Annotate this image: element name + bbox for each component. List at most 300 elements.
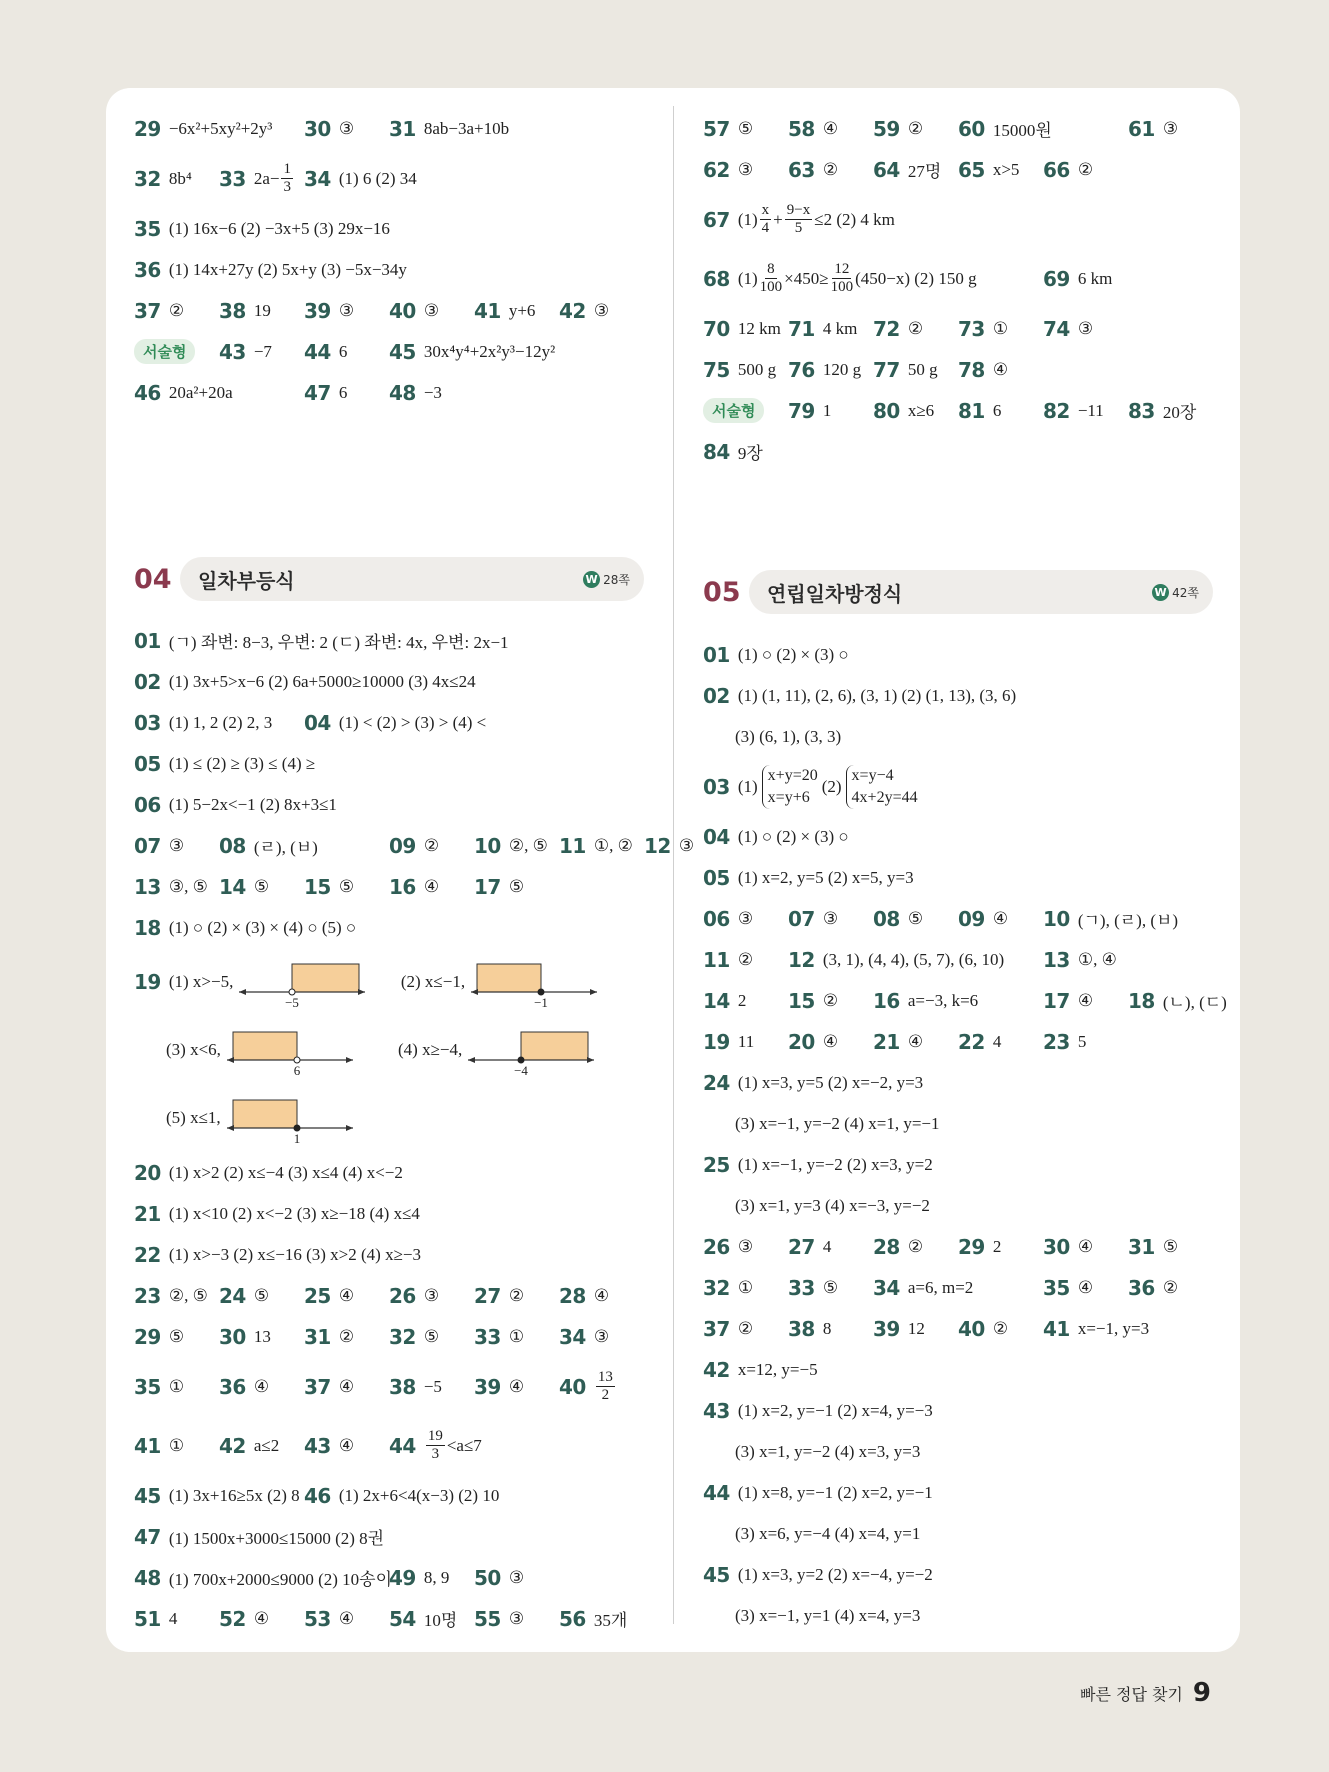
answer-item [873, 157, 958, 182]
answer-text: 6 km [1077, 268, 1113, 288]
answer-text: (1) ≤ (2) ≥ (3) ≤ (4) ≥ [168, 753, 316, 773]
answer [509, 301, 536, 321]
answer [169, 713, 272, 733]
question-number: 29 [134, 1324, 161, 1349]
number-line [469, 954, 599, 1010]
answer [823, 991, 838, 1011]
answer-text: ① [737, 1277, 754, 1297]
question-number: 36 [219, 1374, 246, 1399]
answer-row [134, 866, 654, 907]
answer-text: (1) ○ (2) × (3) ○ [737, 644, 849, 664]
answer-text: (ㄱ) 좌변: 8−3, 우변: 2 (ㄷ) 좌변: 4x, 우변: 2x−1 [168, 633, 509, 652]
answer-text: (1) x=3, y=2 (2) x=−4, y=−2 [737, 1564, 933, 1584]
question-number: 19 [703, 1029, 730, 1054]
fraction [596, 1369, 615, 1404]
question-number: 31 [1128, 1234, 1155, 1259]
question-number: 77 [873, 357, 900, 382]
answer [339, 169, 417, 189]
question-number: 26 [703, 1234, 730, 1259]
answer [509, 1377, 524, 1397]
answer [1163, 119, 1178, 139]
question-number: 08 [219, 833, 246, 858]
answer-text: ⑤ [907, 908, 924, 928]
answer-item [474, 1566, 559, 1590]
answer-row [703, 431, 1223, 472]
question-number: 31 [389, 116, 416, 141]
answer [1078, 991, 1093, 1011]
answer-text: 4 [822, 1236, 832, 1256]
question-number: 15 [304, 874, 331, 899]
answer-text: ③, ⑤ [168, 876, 208, 896]
answer-item [958, 116, 1128, 141]
answer [169, 1245, 421, 1265]
question-number: 38 [389, 1374, 416, 1399]
answer [1078, 1032, 1087, 1052]
answer-item [304, 1434, 389, 1458]
answer [169, 301, 184, 321]
question-number: 17 [474, 874, 501, 899]
answer [738, 160, 753, 180]
answer [424, 342, 555, 362]
question-number: 70 [703, 316, 730, 341]
answer-text: ② [1077, 159, 1094, 179]
question-number: 06 [134, 792, 161, 817]
answer-item [134, 117, 304, 141]
answer [823, 119, 838, 139]
question-number: 38 [219, 298, 246, 323]
answer [169, 877, 208, 897]
number-line [237, 954, 367, 1010]
question-number: 84 [703, 439, 730, 464]
answer-item [304, 1325, 389, 1349]
answer-text: <a≤7 [446, 1435, 482, 1455]
answer-item [134, 628, 509, 653]
answer-text: ④ [253, 1608, 270, 1628]
answer-row [703, 898, 1223, 939]
answer [738, 909, 753, 929]
answer-text: ③ [1162, 118, 1179, 138]
inequality-label: (1) x>−5, [168, 972, 234, 991]
answer-row [134, 1416, 654, 1475]
answer [908, 401, 934, 421]
page-reference[interactable] [1152, 584, 1199, 601]
answer-item [304, 875, 389, 899]
answer-item [958, 1030, 1043, 1054]
answer [424, 383, 442, 403]
question-number: 13 [134, 874, 161, 899]
answer [738, 950, 753, 970]
answer-item [304, 1607, 389, 1631]
answer [169, 1436, 184, 1456]
answer-row [134, 108, 654, 149]
number-line [466, 1022, 596, 1078]
answer-text: (1) 14x+27y (2) 5x+y (3) −5x−34y [168, 259, 407, 279]
answer-text: ④ [822, 118, 839, 138]
answer-item [134, 1243, 421, 1267]
answer-item [134, 752, 315, 776]
answer-row [703, 249, 1223, 308]
question-number: 42 [219, 1433, 246, 1458]
answer-row-continued [134, 1084, 654, 1152]
question-number: 03 [134, 710, 161, 735]
answer-row [134, 1152, 654, 1193]
answer-text: −6x²+5xy²+2y³ [168, 118, 273, 138]
question-number: 14 [219, 874, 246, 899]
answer-text: ⑤ [168, 1326, 185, 1346]
question-number: 22 [134, 1242, 161, 1267]
answer-row [703, 190, 1223, 249]
answer-row [134, 1475, 654, 1516]
question-number: 48 [134, 1565, 161, 1590]
answer-text: (ㄱ), (ㄹ), (ㅂ) [1077, 911, 1179, 930]
answer-item [134, 1202, 420, 1226]
answer-item [703, 1317, 788, 1341]
answer-item [559, 1369, 644, 1404]
answer-item [134, 954, 633, 1010]
section-ch04 [134, 620, 695, 1639]
answer [738, 1565, 933, 1585]
answer-row [134, 620, 654, 661]
question-number: 45 [703, 1562, 730, 1587]
question-number: 44 [304, 339, 331, 364]
answer-item [559, 1284, 644, 1308]
answer-text: 19 [253, 300, 271, 320]
answer [908, 319, 923, 339]
answer-item [873, 1317, 958, 1341]
answer-text: a=6, m=2 [907, 1277, 974, 1297]
answer-text: ③ [423, 300, 440, 320]
question-number: 47 [304, 380, 331, 405]
answer [509, 1327, 524, 1347]
question-number: 18 [1128, 988, 1155, 1013]
answer-text: 500 g [737, 359, 777, 379]
answer-text: −3 [423, 382, 442, 402]
answer-row [703, 108, 1223, 149]
answer [823, 1278, 838, 1298]
answer-item [389, 117, 559, 141]
question-number: 40 [559, 1374, 586, 1399]
question-number: 69 [1043, 266, 1070, 291]
answer [254, 161, 295, 196]
answer [254, 833, 318, 858]
question-number: 16 [389, 874, 416, 899]
answer-text: (1) x>2 (2) x≤−4 (3) x≤4 (4) x<−2 [168, 1162, 403, 1182]
equation: x=y−4 [851, 766, 894, 784]
answer-text: 6 [338, 341, 348, 361]
answer-text: ③ [737, 908, 754, 928]
answer-row [134, 290, 654, 331]
answer-item [703, 1399, 933, 1423]
chapter-number: 05 [703, 576, 741, 608]
answer [169, 1204, 420, 1224]
answer-text: 35개 [593, 1611, 628, 1630]
answer [738, 202, 895, 237]
answer [339, 119, 354, 139]
answer-item [958, 358, 1043, 382]
answer-item [134, 217, 390, 241]
answer-text: (1) x>−3 (2) x≤−16 (3) x>2 (4) x≥−3 [168, 1244, 421, 1264]
answer-item [703, 1358, 818, 1382]
badge-item [134, 339, 219, 364]
fraction [831, 261, 854, 296]
number-line-answer [166, 1022, 398, 1078]
answer-item [788, 117, 873, 141]
answer [738, 1360, 818, 1380]
answer-item [474, 1607, 559, 1631]
answer-text: 4 [168, 1608, 178, 1628]
answer-text: 10명 [423, 1611, 458, 1630]
answer [424, 301, 439, 321]
answer [169, 1524, 384, 1549]
answer [169, 1286, 208, 1306]
answer-item [873, 399, 958, 423]
question-number: 52 [219, 1606, 246, 1631]
number-line [225, 1022, 355, 1078]
essay-type-badge: 서술형 [134, 339, 195, 364]
answer [339, 342, 348, 362]
answer [738, 261, 977, 296]
answer-text: (1) x=2, y=−1 (2) x=4, y=−3 [737, 1400, 933, 1420]
answer-text: ③ [822, 908, 839, 928]
answer [424, 1327, 439, 1347]
solution-region [233, 1100, 297, 1128]
answer-item [873, 1235, 958, 1259]
answer-item [389, 381, 474, 405]
answer [738, 827, 849, 847]
answer-text: ② [907, 118, 924, 138]
inequality-label: (5) x≤1, [166, 1108, 221, 1127]
answer-text: ② [992, 1318, 1009, 1338]
answer-item [474, 875, 559, 899]
question-number: 41 [134, 1433, 161, 1458]
answer-text: ②, ⑤ [508, 835, 548, 855]
question-number: 40 [389, 298, 416, 323]
answer [594, 1369, 617, 1404]
answer-text: ② [822, 159, 839, 179]
answer [339, 1609, 354, 1629]
workbook-icon: W [1152, 584, 1169, 601]
question-number: 29 [134, 116, 161, 141]
answer-item [703, 117, 788, 141]
answer-text: 2 [992, 1236, 1002, 1256]
question-number: 21 [873, 1029, 900, 1054]
answer [1078, 950, 1117, 970]
answer-text: ④ [253, 1376, 270, 1396]
answer-item [958, 317, 1043, 341]
answer-item [703, 1153, 933, 1177]
question-number: 35 [1043, 1275, 1070, 1300]
answer-text: 4 km [822, 318, 858, 338]
question-number: 24 [219, 1283, 246, 1308]
answer-text: 11 [737, 1031, 755, 1051]
answer [1078, 1237, 1093, 1257]
answer-item [1043, 1235, 1128, 1259]
answer-row [134, 249, 654, 290]
question-number: 28 [559, 1283, 586, 1308]
answer-text: (1) 6 (2) 34 [338, 168, 417, 188]
question-number: 05 [703, 865, 730, 890]
question-number: 34 [873, 1275, 900, 1300]
answer-text: (1) 1500x+3000≤15000 (2) 8권 [168, 1529, 385, 1548]
answer-row [703, 675, 1223, 716]
answer-item [873, 117, 958, 141]
question-number: 33 [474, 1324, 501, 1349]
answer-item [134, 1484, 304, 1508]
question-number: 62 [703, 157, 730, 182]
answer-row [134, 331, 654, 372]
answer [169, 1163, 403, 1183]
answer [738, 1319, 753, 1339]
question-number: 36 [134, 257, 161, 282]
answer [594, 301, 609, 321]
answer-text: 50 g [907, 359, 938, 379]
answer [169, 119, 273, 139]
answer-item [134, 1524, 384, 1549]
answer-text: −5 [423, 1376, 442, 1396]
answer-item [389, 1325, 474, 1349]
answer [823, 950, 1004, 970]
answer-text: x=−1, y=3 [1077, 1318, 1150, 1338]
answer [993, 1319, 1008, 1339]
answer-text: ⑤ [508, 876, 525, 896]
question-number: 06 [703, 906, 730, 931]
fraction-denominator: 3 [283, 179, 291, 195]
fraction-denominator: 4 [761, 220, 770, 236]
answer-text: ⑤ [253, 876, 270, 896]
answer-row [134, 1275, 654, 1316]
answer-row [134, 948, 654, 1016]
question-number: 71 [788, 316, 815, 341]
answer [908, 991, 978, 1011]
answer-item [474, 1375, 559, 1399]
solution-region [477, 964, 541, 992]
answer [594, 836, 633, 856]
page-reference[interactable] [583, 571, 630, 588]
answer-text: ≤2 (2) 4 km [814, 209, 895, 229]
answer-text: (1) x=8, y=−1 (2) x=2, y=−1 [737, 1482, 933, 1502]
answer-item [1043, 1317, 1213, 1341]
question-number: 75 [703, 357, 730, 382]
answer-text: ④ [1077, 990, 1094, 1010]
answer-row [703, 857, 1223, 898]
answer-row [703, 1349, 1223, 1390]
answer-text: ③ [338, 118, 355, 138]
answer [169, 169, 192, 189]
inequality-label: (2) x≤−1, [400, 972, 466, 991]
answer-text: (450−x) (2) 150 g [855, 268, 977, 288]
number-line-answer [166, 1090, 398, 1146]
question-number: 23 [134, 1283, 161, 1308]
question-number: 79 [788, 398, 815, 423]
answer-item [389, 299, 474, 323]
question-number: 30 [1043, 1234, 1070, 1259]
answer-text: 2a− [253, 168, 280, 188]
question-number: 44 [389, 1433, 416, 1458]
answer [254, 1377, 269, 1397]
answer [594, 1286, 609, 1306]
answer-item [134, 381, 304, 405]
answer-text: 5 [1077, 1031, 1087, 1051]
answer [339, 1327, 354, 1347]
question-number: 41 [474, 298, 501, 323]
answer [908, 1237, 923, 1257]
question-number: 39 [304, 298, 331, 323]
answer-text: 20장 [1162, 403, 1197, 422]
answer-item [304, 1284, 389, 1308]
section-ch05 [703, 634, 1227, 1636]
answer-text: −7 [253, 341, 272, 361]
answer-row [703, 1390, 1223, 1431]
question-number: 83 [1128, 398, 1155, 423]
answer [908, 909, 923, 929]
answer [1078, 906, 1178, 931]
boundary-label: 6 [293, 1063, 301, 1078]
answer-text: ④ [338, 1435, 355, 1455]
question-number: 73 [958, 316, 985, 341]
answer [169, 1327, 184, 1347]
answer-item [219, 340, 304, 364]
answer [339, 383, 348, 403]
answer-item [304, 167, 474, 191]
answer-text: ④ [593, 1285, 610, 1305]
answer [738, 868, 914, 888]
answer-row [703, 1226, 1223, 1267]
answer-text: (3) x=−1, y=−2 (4) x=1, y=−1 [735, 1113, 940, 1133]
question-number: 67 [703, 207, 730, 232]
answer-item [1043, 158, 1128, 182]
question-number: 44 [703, 1480, 730, 1505]
answer-item [219, 299, 304, 323]
answer-item [389, 1375, 474, 1399]
answer-item [703, 643, 849, 667]
answer-item [1043, 1030, 1128, 1054]
answer-text: (1) 5−2x<−1 (2) 8x+3≤1 [168, 794, 337, 814]
question-number: 82 [1043, 398, 1070, 423]
answer-text: 9장 [737, 444, 763, 463]
answer-text: ④ [992, 908, 1009, 928]
answer [254, 877, 269, 897]
answer [1078, 1319, 1149, 1339]
boundary-label: 1 [293, 1131, 300, 1146]
column-divider [673, 106, 674, 1624]
question-number: 18 [134, 915, 161, 940]
answer-text: ① [168, 1376, 185, 1396]
answer-text: ④ [822, 1031, 839, 1051]
answer-item [219, 1434, 304, 1458]
answer-item [134, 1607, 219, 1631]
answer-item [474, 299, 559, 323]
boundary-label: −1 [534, 995, 549, 1010]
question-number: 01 [134, 628, 161, 653]
answer-item [873, 317, 958, 341]
answer-row [134, 702, 654, 743]
answer [908, 1278, 973, 1298]
answer-text: −11 [1077, 400, 1104, 420]
fraction-numerator: 19 [427, 1428, 443, 1444]
question-number: 11 [559, 833, 586, 858]
answer-row [703, 390, 1223, 431]
question-number: 47 [134, 1524, 161, 1549]
answer-item [134, 258, 407, 282]
answer-row [134, 1598, 654, 1639]
answer-text: (3) x=6, y=−4 (4) x=4, y=1 [735, 1523, 921, 1543]
answer-text: + [773, 209, 783, 229]
answer [908, 360, 938, 380]
question-number: 07 [134, 833, 161, 858]
answer [424, 877, 439, 897]
answer [738, 319, 781, 339]
answer-text: x>5 [992, 159, 1020, 179]
